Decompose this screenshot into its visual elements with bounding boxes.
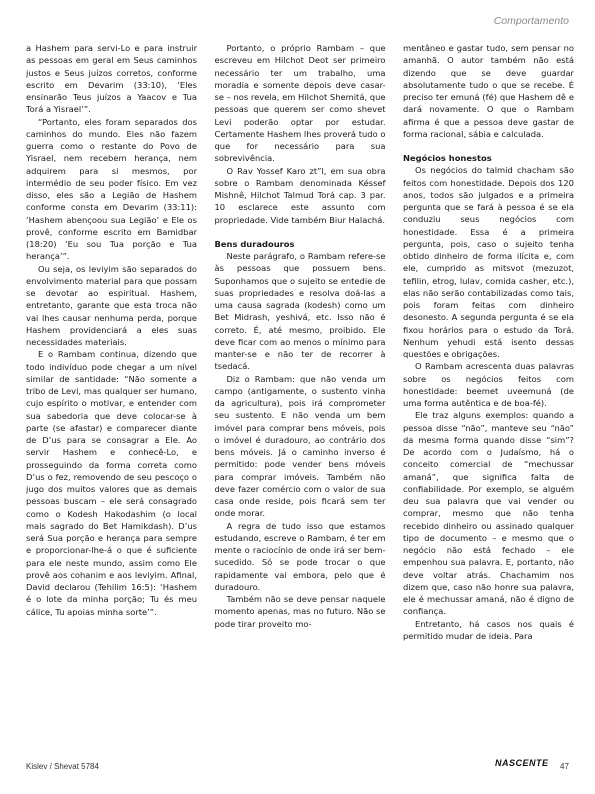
page-number: 47 xyxy=(560,762,569,771)
paragraph: Neste parágrafo, o Rambam refere-se às pessoas que possuem bens. Suponhamos que o sujeito se entedie de suas propriedades e resolva doá-las a uma causa sagrada (kodesh) como um Bet Midrash, yeshivá, etc. Isso não é correto. É, até mesmo, proibido. Ele deve ficar com ao menos o mínimo para manter-se e não ter de recorrer à tsedacá. xyxy=(214,251,386,372)
paragraph: Portanto, o próprio Rambam – que escreveu em Hilchot Deot ser primeiro necessário ter um trabalho, uma moradia e somente depois deve casar-se – nos revela, em Hilchot Shemitá, que pessoas que querem ser como shevet Levi poderão optar por estudar. Certamente Hashem lhes proverá tudo o que for necessário para sua sobrevivência. xyxy=(214,43,386,164)
paragraph: Diz o Rambam: que não venda um campo (antigamente, o sustento vinha da agricultura), pois irá comprometer seu sustento. E não venda um bem imóvel para comprar bens móveis, pois o imóvel é duradouro, ao contrário dos bens móveis. Já o caminho inverso é permitido: pode vender bens móveis para comprar imóveis. Também não deve fazer comércio com o valor de sua casa onde reside, pois ficará sem ter onde morar. xyxy=(214,373,386,519)
column-2 xyxy=(215,42,386,742)
paragraph: Os negócios do talmid chacham são feitos com honestidade. Depois dos 120 anos, todos são julgados e a primeira pergunta que se fará à pessoa é se ela conduziu seus negócios com honestidade. Essa é a primeira pergunta, pois, caso o sujeito tenha obtido dinheiro de forma ilícita e, com ele, cumprido as mitsvot (mezuzot, tefilin, etrog, lulav, comida casher, etc.), elas não serão contabilizadas como tais, pois foram feitas com dinheiro desonesto. A segunda pergunta é se ela fixou horários para o estudo da Torá. Nenhum yehudi está isento dessas questões e obrigações. xyxy=(403,165,574,359)
paragraph: a Hashem para servi-Lo e para instruir as pessoas em geral em Seus caminhos justos e Seus juízos corretos, conforme escrito em Devarim (33:10), ‘Eles ensinarão Teus juízos a Yaacov e Tua Torá a Yisrael’”. xyxy=(26,43,197,115)
subheading: Negócios honestos xyxy=(403,153,492,163)
paragraph: O Rav Yossef Karo zt”l, em sua obra sobre o Rambam denominada Késsef Mishnê, Hilchot Talmud Torá cap. 3 par. 10 esclarece este assunto com propriedade. Vide também Biur Halachá. xyxy=(214,165,386,225)
section-title: Comportamento xyxy=(493,15,569,27)
paragraph: Ou seja, os leviyim são separados do envolvimento material para que possam se devotar ao espiritual. Hashem, entretanto, garante que esta troca não vai lhes causar nenhuma perda, porque Hashem providenciará a eles suas necessidades materiais. xyxy=(26,263,197,347)
column-3 xyxy=(403,42,574,742)
article-body xyxy=(26,42,574,742)
paragraph: Ele traz alguns exemplos: quando a pessoa disse “não”, manteve seu “não” da mesma forma quando disse “sim”? De acordo com o Judaísmo, há o conceito comercial de “mechussar amaná”, que significa falta de confiabilidade. Por exemplo, se alguém deu sua palavra que vai vender ou comprar, mesmo que não tenha recebido dinheiro ou assinado qualquer tipo de documento – e mesmo que o negócio não está fechado – ele empenhou sua palavra. E, portanto, não deve voltar atrás. Chachamim nos dizem que, caso não honre sua palavra, ele é mechussar amaná, não é digno de confiança. xyxy=(403,410,574,617)
paragraph: mentâneo e gastar tudo, sem pensar no amanhã. O autor também não está dizendo que se deve guardar absolutamente tudo o que se recebe. É preciso ter emuná (fé) que Hashem dê e dará novamente. O que o Rambam afirma é que a pessoa deve gastar de forma racional, sábia e calculada. xyxy=(403,43,574,139)
issue-date: Kislev / Shevat 5784 xyxy=(26,762,99,771)
subheading: Bens duradouros xyxy=(214,238,295,249)
magazine-logo: NASCENTE xyxy=(495,758,549,768)
paragraph: “Portanto, eles foram separados dos caminhos do mundo. Eles não fazem guerra como o restante do Povo de Yisrael, nem recebem herança, nem adquirem para si mesmos, por intermédio de seu poder físico. Em vez disso, eles são a Legião de Hashem conforme consta em Devarim (33:11): ‘Hashem abençoou sua Legião’ e Ele os provê, conforme escrito em Bamidbar (18:20) ‘Eu sou Tua porção e Tua herança’”. xyxy=(26,116,197,262)
paragraph: A regra de tudo isso que estamos estudando, escreve o Rambam, é ter em mente o raciocínio de onde irá ser bem-sucedido. Só se pode trocar o que rapidamente vai embora, pelo que é duradouro. xyxy=(214,520,386,592)
paragraph: Também não se deve pensar naquele momento apenas, mas no futuro. Não se pode tirar proveito mo- xyxy=(214,594,386,629)
paragraph: E o Rambam continua, dizendo que todo indivíduo pode chegar a um nível similar de santidade: “Não somente a tribo de Levi, mas qualquer ser humano, cujo espírito o motivar, e entender com sua sabedoria que deve colocar-se à parte (se afastar) e comparecer diante de D’us para se consagrar a Ele. Ao servir Hashem e conhecê-Lo, e prosseguindo da forma correta como D’us o fez, removendo de seu pescoço o jugo dos muitos valores que as demais pessoas buscam – ele será consagrado como o Kodesh Hakodashim (o local mais sagrado do Bet Hamikdash). D’us será Sua porção e herança para sempre e proporcionar-lhe-á o que é suficiente para ele neste mundo, assim como Ele provê aos cohanim e aos leviyim. Afinal, David declarou (Tehilim 16:5): ‘Hashem é o lote da minha porção; Tu és meu cálice, Tu apoias minha sorte’”. xyxy=(26,349,197,617)
paragraph: Entretanto, há casos nos quais é permitido mudar de ideia. Para xyxy=(403,618,574,641)
paragraph: O Rambam acrescenta duas palavras sobre os negócios feitos com honestidade: beemet uveemuná (de uma forma autêntica e de boa-fé). xyxy=(403,361,574,408)
column-1 xyxy=(26,42,197,742)
